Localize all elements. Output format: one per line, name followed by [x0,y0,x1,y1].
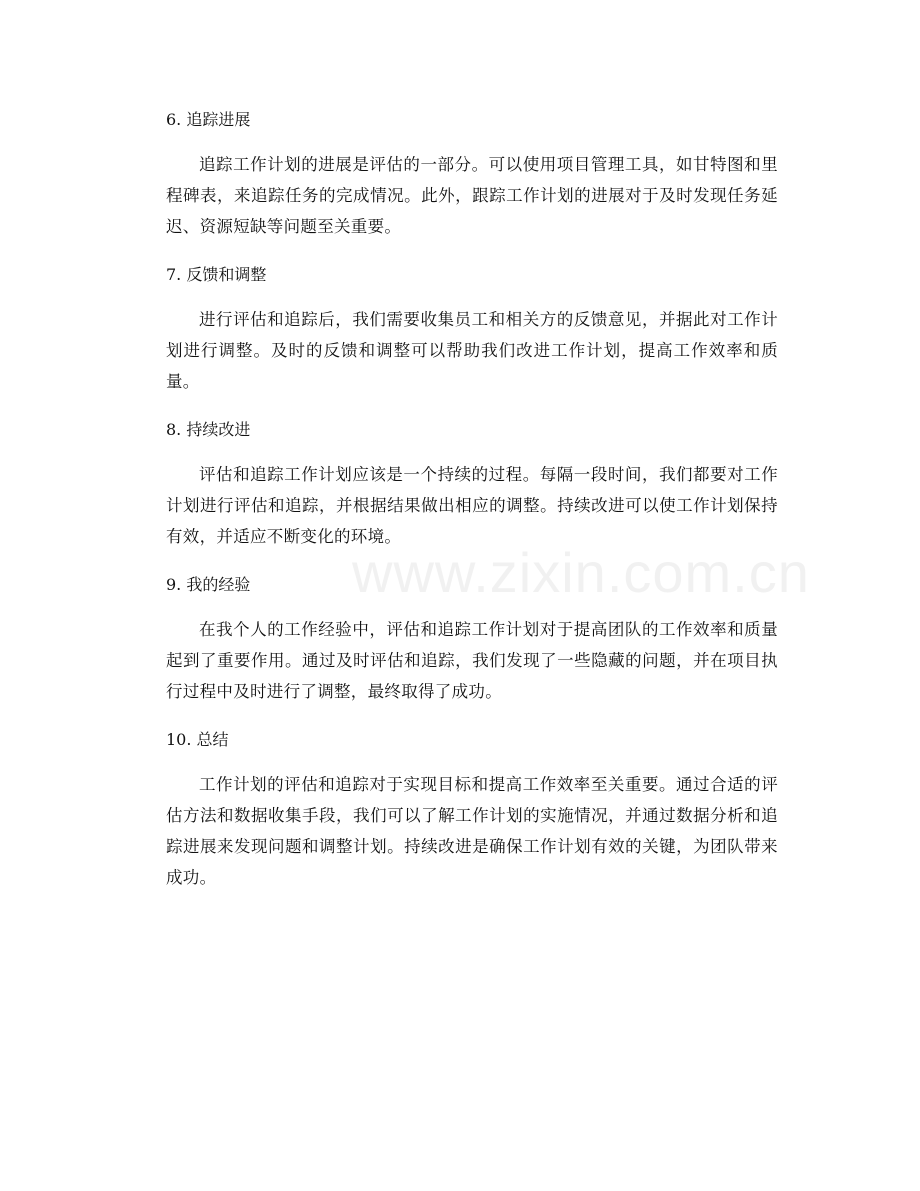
section-summary [166,725,778,893]
section-paragraph: 追踪工作计划的进展是评估的一部分。可以使用项目管理工具，如甘特图和里程碑表，来追踪任务的完成情况。此外，跟踪工作计划的进展对于及时发现任务延迟、资源短缺等问题至关重要。 [166,155,778,236]
section-paragraph: 工作计划的评估和追踪对于实现目标和提高工作效率至关重要。通过合适的评估方法和数据收集手段，我们可以了解工作计划的实施情况，并通过数据分析和追踪进展来发现问题和调整计划。持续改进是确保工作计划有效的关键，为团队带来成功。 [166,775,778,887]
section-paragraph: 进行评估和追踪后，我们需要收集员工和相关方的反馈意见，并据此对工作计划进行调整。及时的反馈和调整可以帮助我们改进工作计划，提高工作效率和质量。 [166,310,778,391]
section-feedback-adjustment [166,260,778,397]
section-heading: 6. 追踪进展 [166,110,251,129]
section-heading: 9. 我的经验 [166,575,251,594]
section-tracking-progress [166,105,778,242]
section-paragraph: 评估和追踪工作计划应该是一个持续的过程。每隔一段时间，我们都要对工作计划进行评估和追踪，并根据结果做出相应的调整。持续改进可以使工作计划保持有效，并适应不断变化的环境。 [166,465,778,546]
document-content [166,105,778,911]
section-paragraph: 在我个人的工作经验中，评估和追踪工作计划对于提高团队的工作效率和质量起到了重要作用。通过及时评估和追踪，我们发现了一些隐藏的问题，并在项目执行过程中及时进行了调整，最终取得了成功。 [166,620,778,701]
section-heading: 8. 持续改进 [166,420,251,439]
section-my-experience [166,570,778,707]
section-continuous-improvement [166,415,778,552]
watermark: www.zixin.com.cn [352,541,810,604]
section-heading: 10. 总结 [166,730,229,749]
section-heading: 7. 反馈和调整 [166,265,267,284]
